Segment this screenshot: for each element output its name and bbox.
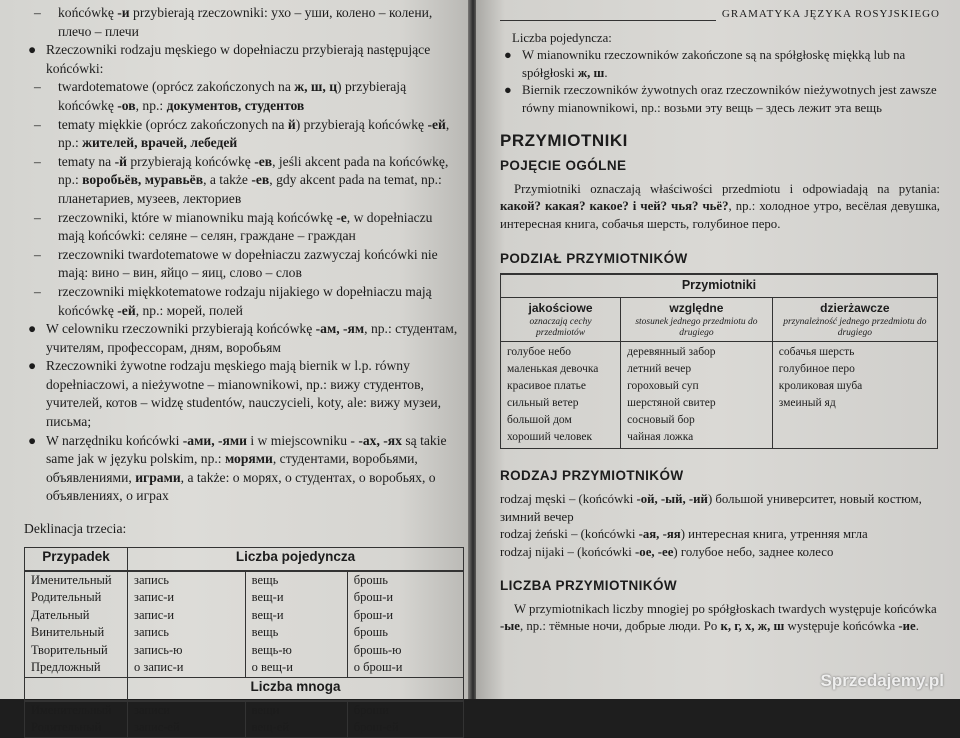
pl-cases-column: [25, 701, 128, 738]
item-text: tematy miękkie (oprócz zakończonych na й) przybierają końcówkę -ей, np.: жителей, врачей, лебедей: [58, 116, 450, 151]
running-head: [500, 6, 940, 24]
decl-form: вещь-ю: [251, 642, 292, 657]
decl-form: о брош-и: [353, 660, 403, 675]
item-text: W mianowniku rzeczowników zakończone są na spółgłoskę miękką lub na spółgłoski ж, ш.: [522, 48, 906, 80]
decl-form: броши: [353, 702, 389, 717]
decl-form: запись: [134, 625, 169, 640]
adjective-example: шерстяной свитер: [627, 397, 716, 410]
cat-sub: przynależność jednego przedmiotu do drugiego: [783, 317, 927, 339]
pl-col-zapis: [128, 701, 246, 738]
decl-form: брош-ей: [353, 720, 399, 735]
number-title: LICZBA PRZYMIOTNIKÓW: [500, 578, 677, 594]
bullet-marker: ●: [28, 42, 37, 58]
decl-form: о вещ-и: [251, 660, 293, 675]
cat-sub: stosunek jednego przedmiotu do drugiego: [635, 317, 758, 339]
cat-sub: oznaczają cechy przedmiotów: [529, 317, 592, 339]
dash-marker: –: [34, 153, 41, 169]
sub-list-item: [24, 283, 462, 320]
case-name: Винительный: [31, 625, 105, 640]
case-name: Именительный: [31, 572, 112, 587]
number-text: W przymiotnikach liczby mnogiej po spółgłoskach twardych występuje końcówka -ые, np.: тёмные ночи, добрые люди. Po к, г, х, ж, ш występuje końcówka -ие.: [500, 601, 937, 634]
item-text: Rzeczowniki żywotne rodzaju męskiego mają biernik w l.p. równy dopełniaczowi, a nieżywotne – mianownikowi, np.: вижу студентов, учителей, котов – widzę studentów, nauczycieli, koty, ale: вижу музеи, письма;: [46, 358, 442, 430]
adjective-example: кроликовая шуба: [778, 380, 863, 393]
item-text: końcówkę -и przybierają rzeczowniki: ухо – уши, колено – колени, плечо – плечи: [58, 5, 433, 39]
sg-col-zapis: [128, 571, 246, 678]
col-case-header: Przypadek: [25, 547, 128, 571]
item-text: rzeczowniki twardotematowe w dopełniaczu zazwyczaj końcówki nie mają: вино – вин, яйцо – яиц, слово – слов: [58, 246, 438, 281]
cat-possessive: [772, 297, 937, 342]
decl-form: брошь-ю: [353, 642, 402, 657]
singular-label: Liczba pojedyncza:: [512, 30, 612, 45]
general-text: Przymiotniki oznaczają właściwości przedmiotu i odpowiadają na pytania: какой? какая? какое? і чей? чья? чьё?, np.: холодное утро, весёлая девушка, интересная книга, собачья шерсть, голубиное перо.: [500, 181, 940, 231]
header-rule: [500, 20, 716, 21]
bullet-marker: ●: [504, 48, 512, 63]
adjective-example: собачья шерсть: [778, 346, 855, 359]
decl-form: запис-и: [134, 607, 175, 622]
adjective-example: сильный ветер: [507, 397, 579, 410]
division-title: PODZIAŁ PRZYMIOTNIKÓW: [500, 250, 688, 266]
sub-list-item: [24, 78, 462, 115]
declension-table: [24, 547, 464, 738]
sg-col-brosh: [347, 571, 463, 678]
adjective-example: змеиный яд: [778, 397, 836, 410]
item-text: twardotematowe (oprócz zakończonych na ж, ш, ц) przybierają końcówkę -ов, np.: документов, студентов: [58, 79, 407, 113]
sub-list-item: [24, 116, 462, 153]
item-text: W narzędniku końcówki -ами, -ями i w miejscowniku - -ах, -ях są takie same jak w języku polskim, np.: морями, студентами, воробьями, объявлениями, играми, a także: о морях, о студентах, о воробьях, о объявлениях, о играх: [46, 432, 447, 504]
cases-column: [25, 571, 128, 678]
bullet-marker: ●: [504, 83, 512, 98]
adjective-example: деревянный забор: [627, 346, 716, 359]
item-text: rzeczowniki, które w mianowniku mają końcówkę -е, w dopełniaczu mają końcówki: селяне – селян, граждане – граждан: [58, 209, 433, 244]
adjective-example: красивое платье: [507, 380, 586, 393]
decl-form: брош-и: [353, 607, 394, 622]
sub-list-item: [24, 153, 462, 209]
general-title: POJĘCIE OGÓLNE: [500, 158, 627, 174]
case-name: Дательный: [31, 607, 90, 622]
adjective-example: летний вечер: [627, 363, 692, 376]
cat-relative: [621, 297, 773, 342]
case-name: Творительный: [31, 642, 108, 657]
bullet-item: [24, 41, 462, 78]
dash-marker: –: [34, 246, 41, 262]
decl-form: о запис-и: [134, 660, 184, 675]
item-text: tematy na -й przybierają końcówkę -ев, jeśli akcent pada na końcówkę, np.: воробьёв, муравьёв, a także -ев, gdy akcent pada na temat, np.: планетариев, музеев, лекториев: [58, 153, 449, 206]
adjective-example: гороховый суп: [627, 380, 699, 393]
gender-line: rodzaj nijaki – (końcówki -ое, -ее) голубое небо, заднее колесо: [500, 544, 834, 559]
case-name: Именительный: [31, 702, 112, 717]
item-text: rzeczowniki miękkotematowe rodzaju nijakiego w dopełniaczu mają końcówkę -ей, np.: морей, полей: [58, 283, 432, 318]
cat-name: jakościowe: [528, 300, 593, 315]
decl-form: запись: [134, 572, 169, 587]
decl-form: брошь: [353, 572, 388, 587]
bullet-item: [500, 82, 940, 117]
bullet-item: [24, 320, 462, 357]
adjective-example: голубое небо: [507, 346, 571, 359]
decl-form: запис-ей: [134, 720, 180, 735]
sub-list-item: [24, 4, 462, 41]
decl-form: вещ-и: [251, 607, 284, 622]
item-text: Biernik rzeczowników żywotnych oraz rzeczowników nieżywotnych jest zawsze równy mianownikowi, np.: возьми эту вещь – здесь лежит эта вещь: [522, 83, 937, 115]
left-page: [0, 0, 470, 735]
cat-name: względne: [669, 300, 724, 315]
left-content: [24, 4, 462, 506]
case-name: Родительный: [31, 590, 102, 605]
right-bullets: [500, 47, 940, 117]
gender-title: RODZAJ PRZYMIOTNIKÓW: [500, 468, 684, 484]
bullet-item: [500, 47, 940, 82]
declension-heading: Deklinacja trzecia:: [24, 521, 127, 537]
gender-line: rodzaj żeński – (końcówki -ая, -яя) интересная книга, утренняя мгла: [500, 527, 868, 542]
adjective-example: голубиное перо: [778, 363, 855, 376]
right-page: [476, 0, 960, 699]
cat-qualitative: [501, 297, 621, 342]
watermark: Sprzedajemy.pl: [820, 671, 944, 690]
bullet-marker: ●: [28, 321, 37, 337]
col-singular-header: Liczba pojedyncza: [128, 547, 464, 571]
plural-rows: [25, 701, 464, 738]
decl-form: запис-и: [134, 590, 175, 605]
sub-list-item: [24, 209, 462, 246]
item-text: Rzeczowniki rodzaju męskiego w dopełniaczu przybierają następujące końcówki:: [46, 42, 431, 76]
decl-form: вещь: [251, 625, 279, 640]
bullet-marker: ●: [28, 358, 37, 374]
case-name: Родительный: [31, 720, 102, 735]
adj-col-possessive: [772, 342, 937, 449]
running-head-title: GRAMATYKA JĘZYKA ROSYJSKIEGO: [721, 8, 940, 20]
adj-col-relative: [621, 342, 773, 449]
decl-form: вещи: [251, 702, 280, 717]
dash-marker: –: [34, 116, 41, 132]
item-text: W celowniku rzeczowniki przybierają końcówkę -ам, -ям, np.: студентам, учителям, профессорам, дням, воробьям: [46, 321, 458, 355]
dash-marker: –: [34, 5, 41, 20]
case-name: Предложный: [31, 660, 101, 675]
decl-form: вещь: [251, 572, 279, 587]
singular-rows: [25, 571, 464, 678]
adjective-example: большой дом: [507, 414, 572, 427]
section-title: PRZYMIOTNIKI: [500, 130, 628, 150]
gender-lines: [500, 491, 940, 561]
decl-form: записи: [134, 702, 170, 717]
adj-col-qualitative: [501, 342, 621, 449]
cat-name: dzierżawcze: [820, 300, 890, 315]
sub-list-item: [24, 246, 462, 283]
decl-form: брошь: [353, 625, 388, 640]
adjective-example: сосновый бор: [627, 414, 695, 427]
adj-table-header: Przymiotniki: [501, 274, 938, 297]
bullet-item: [24, 357, 462, 431]
dash-marker: –: [34, 283, 41, 299]
sg-col-veshch: [245, 571, 347, 678]
adjective-example: чайная ложка: [627, 431, 694, 444]
dash-marker: –: [34, 79, 41, 95]
pl-col-brosh: [347, 701, 463, 738]
adjective-example: маленькая девочка: [507, 363, 599, 376]
bullet-marker: ●: [28, 432, 37, 448]
bullet-item: [24, 432, 462, 506]
adjective-example: хороший человек: [507, 431, 593, 444]
dash-marker: –: [34, 209, 41, 225]
decl-form: запись-ю: [134, 642, 183, 657]
pl-col-veshch: [245, 701, 347, 738]
decl-form: вещ-ей: [251, 720, 290, 735]
decl-form: вещ-и: [251, 590, 284, 605]
gender-line: rodzaj męski – (końcówki -ой, -ый, -ий) большой университет, новый костюм, зимний вечер: [500, 491, 922, 524]
col-plural-header: Liczba mnoga: [128, 677, 464, 701]
decl-form: брош-и: [353, 590, 394, 605]
adjective-table: [500, 273, 938, 449]
